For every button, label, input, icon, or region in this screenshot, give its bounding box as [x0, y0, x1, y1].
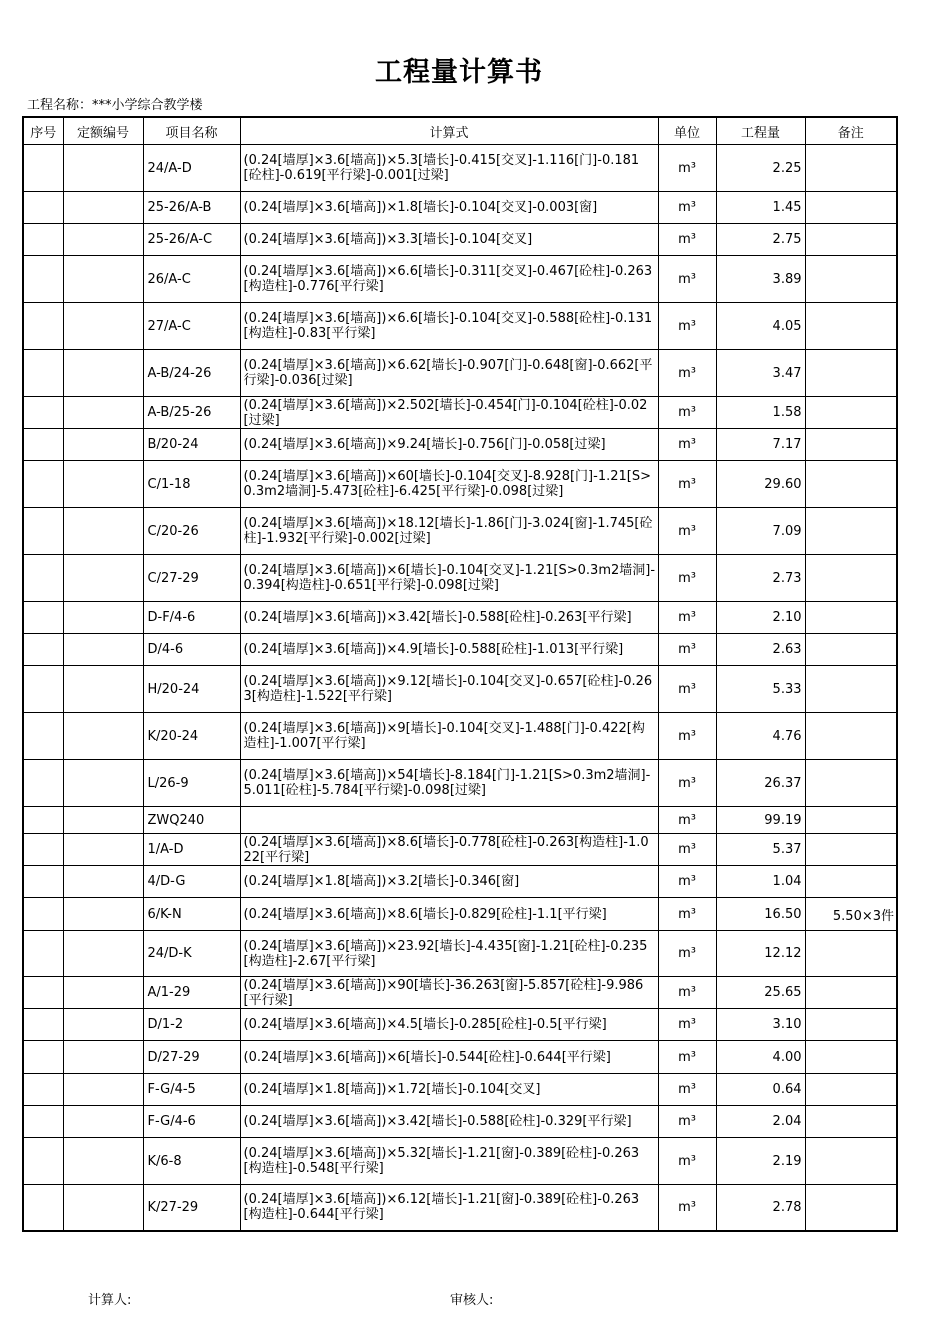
table-row [23, 760, 897, 807]
cell-code [63, 866, 143, 898]
cell-item: D/27-29 [143, 1041, 240, 1074]
cell-seq [23, 602, 63, 634]
col-header-item: 项目名称 [143, 117, 240, 145]
reviewer-label: 审核人: [450, 1293, 494, 1308]
cell-formula: (0.24[墙厚]×1.8[墙高])×1.72[墙长]-0.104[交叉] [240, 1074, 658, 1106]
cell-code [63, 666, 143, 713]
table-row [23, 1106, 897, 1138]
cell-seq [23, 666, 63, 713]
col-header-qty: 工程量 [716, 117, 805, 145]
cell-item: A-B/24-26 [143, 350, 240, 397]
cell-formula: (0.24[墙厚]×3.6[墙高])×6[墙长]-0.104[交叉]-1.21[S>0.3m2墙洞]-0.394[构造柱]-0.651[平行梁]-0.098[过梁] [240, 555, 658, 602]
cell-item: F-G/4-6 [143, 1106, 240, 1138]
cell-qty: 2.73 [716, 555, 805, 602]
table-row [23, 555, 897, 602]
cell-code [63, 760, 143, 807]
cell-unit: m³ [658, 834, 716, 866]
cell-formula: (0.24[墙厚]×3.6[墙高])×2.502[墙长]-0.454[门]-0.104[砼柱]-0.02[过梁] [240, 397, 658, 429]
cell-seq [23, 1185, 63, 1231]
table-row [23, 1074, 897, 1106]
cell-seq [23, 429, 63, 461]
cell-formula: (0.24[墙厚]×3.6[墙高])×3.42[墙长]-0.588[砼柱]-0.263[平行梁] [240, 602, 658, 634]
table-row [23, 666, 897, 713]
table-row [23, 397, 897, 429]
cell-formula: (0.24[墙厚]×3.6[墙高])×6[墙长]-0.544[砼柱]-0.644[平行梁] [240, 1041, 658, 1074]
cell-code [63, 397, 143, 429]
col-header-formula: 计算式 [240, 117, 658, 145]
cell-note [805, 666, 897, 713]
cell-unit: m³ [658, 1009, 716, 1041]
cell-note [805, 1009, 897, 1041]
cell-note [805, 555, 897, 602]
cell-seq [23, 977, 63, 1009]
cell-code [63, 807, 143, 834]
table-row [23, 1009, 897, 1041]
project-name: 工程名称：***小学综合教学楼 [27, 98, 203, 113]
cell-formula: (0.24[墙厚]×3.6[墙高])×60[墙长]-0.104[交叉]-8.928[门]-1.21[S>0.3m2墙洞]-5.473[砼柱]-6.425[平行梁]-0.098[过梁] [240, 461, 658, 508]
cell-formula: (0.24[墙厚]×3.6[墙高])×9.12[墙长]-0.104[交叉]-0.657[砼柱]-0.263[构造柱]-1.522[平行梁] [240, 666, 658, 713]
cell-item: 24/A-D [143, 145, 240, 192]
cell-item: K/6-8 [143, 1138, 240, 1185]
cell-item: K/20-24 [143, 713, 240, 760]
table-row [23, 977, 897, 1009]
table-row [23, 461, 897, 508]
cell-qty: 2.78 [716, 1185, 805, 1231]
cell-formula: (0.24[墙厚]×3.6[墙高])×6.6[墙长]-0.311[交叉]-0.467[砼柱]-0.263[构造柱]-0.776[平行梁] [240, 256, 658, 303]
cell-qty: 25.65 [716, 977, 805, 1009]
cell-qty: 1.04 [716, 866, 805, 898]
cell-qty: 99.19 [716, 807, 805, 834]
cell-item: 25-26/A-B [143, 192, 240, 224]
cell-seq [23, 634, 63, 666]
cell-seq [23, 303, 63, 350]
cell-code [63, 1138, 143, 1185]
table-row [23, 350, 897, 397]
cell-item: 1/A-D [143, 834, 240, 866]
col-header-code: 定额编号 [63, 117, 143, 145]
cell-note [805, 397, 897, 429]
cell-item: C/20-26 [143, 508, 240, 555]
cell-unit: m³ [658, 350, 716, 397]
cell-unit: m³ [658, 1074, 716, 1106]
cell-seq [23, 1041, 63, 1074]
cell-item: 25-26/A-C [143, 224, 240, 256]
cell-unit: m³ [658, 898, 716, 931]
cell-code [63, 898, 143, 931]
table-row [23, 429, 897, 461]
cell-code [63, 602, 143, 634]
cell-seq [23, 1106, 63, 1138]
cell-seq [23, 555, 63, 602]
cell-code [63, 1106, 143, 1138]
cell-qty: 3.89 [716, 256, 805, 303]
cell-item: C/1-18 [143, 461, 240, 508]
cell-code [63, 634, 143, 666]
table-row [23, 303, 897, 350]
cell-unit: m³ [658, 256, 716, 303]
cell-qty: 4.76 [716, 713, 805, 760]
cell-seq [23, 931, 63, 977]
cell-item: K/27-29 [143, 1185, 240, 1231]
table-row [23, 192, 897, 224]
cell-item: 6/K-N [143, 898, 240, 931]
table-row [23, 508, 897, 555]
cell-note [805, 224, 897, 256]
cell-note [805, 508, 897, 555]
cell-item: D/1-2 [143, 1009, 240, 1041]
cell-item: F-G/4-5 [143, 1074, 240, 1106]
cell-formula: (0.24[墙厚]×3.6[墙高])×3.42[墙长]-0.588[砼柱]-0.329[平行梁] [240, 1106, 658, 1138]
cell-formula: (0.24[墙厚]×3.6[墙高])×6.6[墙长]-0.104[交叉]-0.588[砼柱]-0.131[构造柱]-0.83[平行梁] [240, 303, 658, 350]
cell-qty: 2.04 [716, 1106, 805, 1138]
cell-note [805, 256, 897, 303]
cell-qty: 5.33 [716, 666, 805, 713]
col-header-seq: 序号 [23, 117, 63, 145]
cell-unit: m³ [658, 931, 716, 977]
cell-note [805, 1106, 897, 1138]
cell-seq [23, 192, 63, 224]
cell-code [63, 192, 143, 224]
cell-code [63, 1185, 143, 1231]
cell-note: 5.50×3件 [805, 898, 897, 931]
cell-unit: m³ [658, 1185, 716, 1231]
cell-note [805, 145, 897, 192]
cell-formula: (0.24[墙厚]×3.6[墙高])×54[墙长]-8.184[门]-1.21[S>0.3m2墙洞]-5.011[砼柱]-5.784[平行梁]-0.098[过梁] [240, 760, 658, 807]
cell-code [63, 508, 143, 555]
cell-note [805, 866, 897, 898]
cell-note [805, 1138, 897, 1185]
col-header-unit: 单位 [658, 117, 716, 145]
cell-seq [23, 898, 63, 931]
cell-note [805, 713, 897, 760]
cell-note [805, 1041, 897, 1074]
cell-qty: 1.58 [716, 397, 805, 429]
cell-code [63, 977, 143, 1009]
cell-qty: 2.75 [716, 224, 805, 256]
cell-unit: m³ [658, 977, 716, 1009]
cell-seq [23, 834, 63, 866]
cell-unit: m³ [658, 461, 716, 508]
table-body [23, 145, 897, 1231]
document-title: 工程量计算书 [375, 57, 543, 88]
cell-qty: 3.10 [716, 1009, 805, 1041]
cell-unit: m³ [658, 303, 716, 350]
cell-note [805, 977, 897, 1009]
cell-unit: m³ [658, 555, 716, 602]
cell-formula: (0.24[墙厚]×3.6[墙高])×1.8[墙长]-0.104[交叉]-0.003[窗] [240, 192, 658, 224]
cell-code [63, 1009, 143, 1041]
cell-formula: (0.24[墙厚]×3.6[墙高])×4.9[墙长]-0.588[砼柱]-1.013[平行梁] [240, 634, 658, 666]
cell-formula: (0.24[墙厚]×1.8[墙高])×3.2[墙长]-0.346[窗] [240, 866, 658, 898]
cell-unit: m³ [658, 224, 716, 256]
cell-code [63, 931, 143, 977]
cell-unit: m³ [658, 397, 716, 429]
cell-item: D-F/4-6 [143, 602, 240, 634]
cell-qty: 4.00 [716, 1041, 805, 1074]
table-row [23, 1041, 897, 1074]
cell-qty: 7.17 [716, 429, 805, 461]
calculator-label: 计算人: [88, 1293, 132, 1308]
cell-unit: m³ [658, 866, 716, 898]
table-row [23, 634, 897, 666]
table-row [23, 898, 897, 931]
cell-formula: (0.24[墙厚]×3.6[墙高])×90[墙长]-36.263[窗]-5.857[砼柱]-9.986[平行梁] [240, 977, 658, 1009]
cell-unit: m³ [658, 807, 716, 834]
col-header-note: 备注 [805, 117, 897, 145]
cell-formula: (0.24[墙厚]×3.6[墙高])×9.24[墙长]-0.756[门]-0.058[过梁] [240, 429, 658, 461]
cell-code [63, 145, 143, 192]
cell-item: ZWQ240 [143, 807, 240, 834]
cell-note [805, 807, 897, 834]
cell-seq [23, 1074, 63, 1106]
cell-formula: (0.24[墙厚]×3.6[墙高])×18.12[墙长]-1.86[门]-3.024[窗]-1.745[砼柱]-1.932[平行梁]-0.002[过梁] [240, 508, 658, 555]
cell-unit: m³ [658, 1041, 716, 1074]
table-row [23, 713, 897, 760]
cell-formula: (0.24[墙厚]×3.6[墙高])×6.62[墙长]-0.907[门]-0.648[窗]-0.662[平行梁]-0.036[过梁] [240, 350, 658, 397]
cell-seq [23, 866, 63, 898]
cell-note [805, 760, 897, 807]
cell-formula: (0.24[墙厚]×3.6[墙高])×5.3[墙长]-0.415[交叉]-1.116[门]-0.181[砼柱]-0.619[平行梁]-0.001[过梁] [240, 145, 658, 192]
cell-code [63, 303, 143, 350]
cell-unit: m³ [658, 429, 716, 461]
cell-seq [23, 713, 63, 760]
quantity-table [22, 116, 898, 1232]
cell-unit: m³ [658, 666, 716, 713]
cell-unit: m³ [658, 145, 716, 192]
table-row [23, 1138, 897, 1185]
table-row [23, 807, 897, 834]
cell-unit: m³ [658, 760, 716, 807]
cell-note [805, 634, 897, 666]
cell-qty: 2.19 [716, 1138, 805, 1185]
cell-code [63, 713, 143, 760]
cell-unit: m³ [658, 713, 716, 760]
cell-formula: (0.24[墙厚]×3.6[墙高])×6.12[墙长]-1.21[窗]-0.389[砼柱]-0.263[构造柱]-0.644[平行梁] [240, 1185, 658, 1231]
cell-item: D/4-6 [143, 634, 240, 666]
table-row [23, 834, 897, 866]
cell-unit: m³ [658, 192, 716, 224]
cell-item: 27/A-C [143, 303, 240, 350]
cell-note [805, 303, 897, 350]
cell-code [63, 224, 143, 256]
cell-code [63, 555, 143, 602]
cell-unit: m³ [658, 602, 716, 634]
table-row [23, 1185, 897, 1231]
cell-unit: m³ [658, 634, 716, 666]
cell-formula [240, 807, 658, 834]
cell-qty: 3.47 [716, 350, 805, 397]
cell-note [805, 429, 897, 461]
cell-item: 24/D-K [143, 931, 240, 977]
cell-note [805, 192, 897, 224]
cell-qty: 0.64 [716, 1074, 805, 1106]
table-header-row [23, 117, 897, 145]
cell-code [63, 1041, 143, 1074]
cell-qty: 2.25 [716, 145, 805, 192]
cell-qty: 2.10 [716, 602, 805, 634]
cell-seq [23, 508, 63, 555]
cell-note [805, 834, 897, 866]
cell-unit: m³ [658, 1106, 716, 1138]
cell-qty: 26.37 [716, 760, 805, 807]
cell-seq [23, 397, 63, 429]
table-row [23, 256, 897, 303]
cell-note [805, 602, 897, 634]
cell-qty: 7.09 [716, 508, 805, 555]
cell-code [63, 461, 143, 508]
cell-seq [23, 145, 63, 192]
cell-qty: 1.45 [716, 192, 805, 224]
cell-note [805, 1185, 897, 1231]
cell-qty: 4.05 [716, 303, 805, 350]
cell-item: A-B/25-26 [143, 397, 240, 429]
cell-code [63, 834, 143, 866]
cell-formula: (0.24[墙厚]×3.6[墙高])×9[墙长]-0.104[交叉]-1.488[门]-0.422[构造柱]-1.007[平行梁] [240, 713, 658, 760]
cell-unit: m³ [658, 1138, 716, 1185]
cell-code [63, 256, 143, 303]
cell-seq [23, 350, 63, 397]
cell-item: 4/D-G [143, 866, 240, 898]
cell-qty: 16.50 [716, 898, 805, 931]
cell-formula: (0.24[墙厚]×3.6[墙高])×23.92[墙长]-4.435[窗]-1.21[砼柱]-0.235[构造柱]-2.67[平行梁] [240, 931, 658, 977]
cell-item: H/20-24 [143, 666, 240, 713]
cell-formula: (0.24[墙厚]×3.6[墙高])×5.32[墙长]-1.21[窗]-0.389[砼柱]-0.263[构造柱]-0.548[平行梁] [240, 1138, 658, 1185]
cell-qty: 2.63 [716, 634, 805, 666]
table-row [23, 602, 897, 634]
cell-code [63, 1074, 143, 1106]
cell-qty: 5.37 [716, 834, 805, 866]
cell-code [63, 429, 143, 461]
cell-note [805, 1074, 897, 1106]
cell-item: B/20-24 [143, 429, 240, 461]
table-row [23, 931, 897, 977]
cell-formula: (0.24[墙厚]×3.6[墙高])×8.6[墙长]-0.829[砼柱]-1.1[平行梁] [240, 898, 658, 931]
cell-item: 26/A-C [143, 256, 240, 303]
cell-seq [23, 807, 63, 834]
cell-seq [23, 224, 63, 256]
cell-seq [23, 760, 63, 807]
table-row [23, 145, 897, 192]
cell-code [63, 350, 143, 397]
cell-unit: m³ [658, 508, 716, 555]
cell-seq [23, 1138, 63, 1185]
cell-seq [23, 256, 63, 303]
cell-qty: 12.12 [716, 931, 805, 977]
cell-formula: (0.24[墙厚]×3.6[墙高])×4.5[墙长]-0.285[砼柱]-0.5[平行梁] [240, 1009, 658, 1041]
cell-item: L/26-9 [143, 760, 240, 807]
table-row [23, 224, 897, 256]
cell-item: C/27-29 [143, 555, 240, 602]
table-row [23, 866, 897, 898]
cell-seq [23, 461, 63, 508]
cell-note [805, 461, 897, 508]
cell-formula: (0.24[墙厚]×3.6[墙高])×3.3[墙长]-0.104[交叉] [240, 224, 658, 256]
cell-formula: (0.24[墙厚]×3.6[墙高])×8.6[墙长]-0.778[砼柱]-0.263[构造柱]-1.022[平行梁] [240, 834, 658, 866]
cell-qty: 29.60 [716, 461, 805, 508]
cell-note [805, 350, 897, 397]
cell-seq [23, 1009, 63, 1041]
cell-item: A/1-29 [143, 977, 240, 1009]
cell-note [805, 931, 897, 977]
